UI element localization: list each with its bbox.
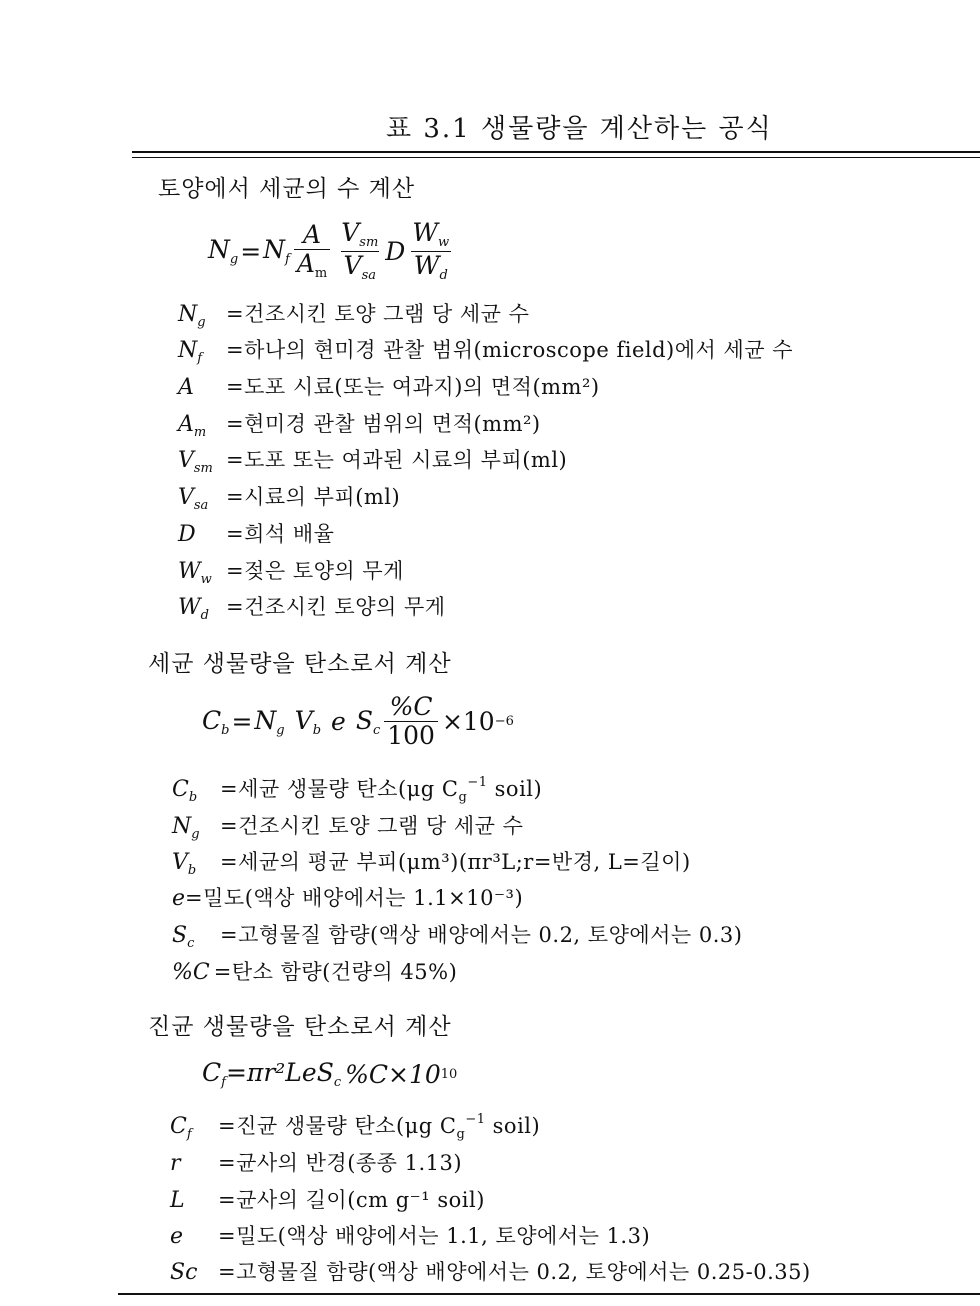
section-heading-fungal-biomass: 진균 생물량을 탄소로서 계산 [148,1014,452,1040]
definition-row: A =도포 시료(또는 여과지)의 면적(mm²) [178,375,600,400]
definition-row: Sc =고형물질 함량(액상 배양에서는 0.2, 토양에서는 0.25-0.35) [170,1260,811,1285]
section-heading-bacterial-biomass: 세균 생물량을 탄소로서 계산 [148,651,452,677]
definition-row: $A_m$ =현미경 관찰 범위의 면적(mm²) [178,412,541,440]
definition-row: $V_b$ =세균의 평균 부피(μm³)(πr³L;r=반경, L=길이) [172,850,691,878]
definition-row: r =균사의 반경(종종 1.13) [170,1151,463,1176]
formula-bacterial-biomass: $C_b$ = $N_g$ $V_b$ e $S_c$ $\frac{\%C}{100}$ ×10 −6 [202,692,514,751]
definition-row: D =희석 배율 [178,522,335,547]
definition-row: $N_g$ =건조시킨 토양 그램 당 세균 수 [172,814,524,842]
top-rule-thin [132,157,980,158]
formula-nf: $N_f$ [263,235,290,268]
definition-row: $C_f$ =진균 생물량 탄소(μg $C_g^{-1}$ soil) [170,1112,541,1142]
formula-bacteria-count [208,220,456,282]
definition-row: $N_f$ =하나의 현미경 관찰 범위(microscope field)에서 세균 수 [178,338,794,366]
definition-row: $W_d$ =건조시킨 토양의 무게 [178,595,446,623]
fraction-volume: $\frac{V_{sm}}{V_{sa}}$ [341,218,379,283]
fraction-carbon-percent: $\frac{\%C}{100}$ [384,694,438,750]
fraction-weight: $\frac{W_w}{W_d}$ [412,218,450,283]
fraction-area: $\frac{A}{A_m}$ [294,222,330,281]
formula-eq: = [240,236,262,266]
definition-row: $V_{sm}$ =도포 또는 여과된 시료의 부피(ml) [178,448,568,476]
definition-row: %C =탄소 함량(건량의 45%) [172,960,458,985]
formula-fungal-biomass: $C_f$ =πr²LeS$_c$ %C×10 10 [202,1058,458,1090]
definition-row: $S_c$ =고형물질 함량(액상 배양에서는 0.2, 토양에서는 0.3) [172,923,743,951]
definition-row: e =밀도(액상 배양에서는 1.1×10⁻³) [172,886,524,911]
definition-row: $C_b$ =세균 생물량 탄소(μg $C_g^{-1}$ soil) [172,775,543,805]
formula-dilution: D [385,236,406,266]
definition-row: $N_g$ =건조시킨 토양 그램 당 세균 수 [178,302,530,330]
section-heading-bacteria-count: 토양에서 세균의 수 계산 [158,176,416,202]
table-title: 표 3.1 생물량을 계산하는 공식 [386,114,773,144]
bottom-rule [118,1293,980,1295]
definition-row: e =밀도(액상 배양에서는 1.1, 토양에서는 1.3) [170,1224,651,1249]
definition-row: $V_{sa}$ =시료의 부피(ml) [178,485,401,513]
definition-row: L =균사의 길이(cm g⁻¹ soil) [170,1188,485,1213]
top-rule [132,151,980,153]
formula-lhs: $N_g$ [208,235,239,268]
definition-row: $W_w$ =젖은 토양의 무게 [178,559,404,587]
